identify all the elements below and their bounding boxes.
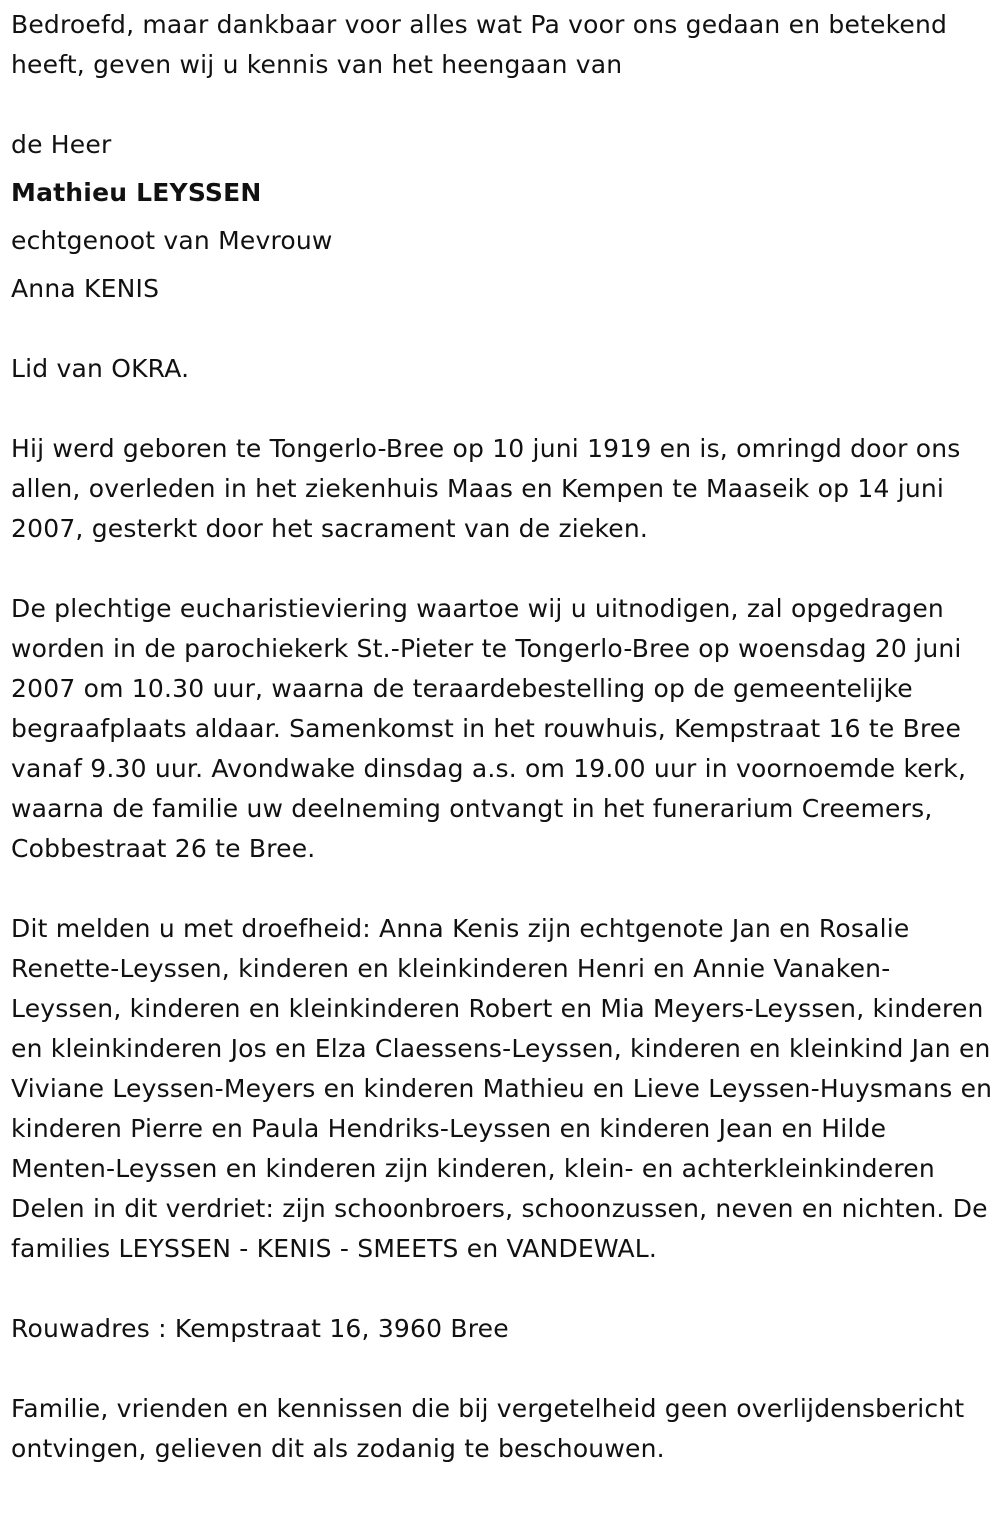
spouse-name: Anna KENIS xyxy=(11,274,160,303)
spacer xyxy=(11,869,996,909)
obituary-notice xyxy=(11,5,996,1469)
intro-paragraph: Bedroefd, maar dankbaar voor alles wat Pa voor ons gedaan en betekend heeft, geven wij u kennis van het heengaan van xyxy=(11,10,948,79)
spacer xyxy=(11,309,996,349)
spacer xyxy=(11,1269,996,1309)
spacer xyxy=(11,85,996,125)
family-paragraph: Dit melden u met droefheid: Anna Kenis zijn echtgenote Jan en Rosalie Renette-Leyssen, kinderen en kleinkinderen Henri en Annie Vanaken-Leyssen, kinderen en kleinkinderen Robert en Mia Meyers-Leyssen, kinderen en kleinkinderen Jos en Elza Claessens-Leyssen, kinderen en kleinkind Jan en Viviane Leyssen-Meyers en kinderen Mathieu en Lieve Leyssen-Huysmans en kinderen Pierre en Paula Hendriks-Leyssen en kinderen Jean en Hilde Menten-Leyssen en kinderen zijn kinderen, klein- en achterkleinkinderen Delen in dit verdriet: zijn schoonbroers, schoonzussen, neven en nichten. De families LEYSSEN - KENIS - SMEETS en VANDEWAL. xyxy=(11,914,993,1263)
spacer xyxy=(11,389,996,429)
spacer xyxy=(11,165,996,173)
spacer xyxy=(11,1349,996,1389)
spouse-prefix: echtgenoot van Mevrouw xyxy=(11,226,333,255)
deceased-name: Mathieu LEYSSEN xyxy=(11,178,262,207)
birth-death-paragraph: Hij werd geboren te Tongerlo-Bree op 10 juni 1919 en is, omringd door ons allen, overleden in het ziekenhuis Maas en Kempen te Maaseik op 14 juni 2007, gesterkt door het sacrament van de zieken. xyxy=(11,434,961,543)
ceremony-paragraph: De plechtige eucharistieviering waartoe wij u uitnodigen, zal opgedragen worden in de parochiekerk St.-Pieter te Tongerlo-Bree op woensdag 20 juni 2007 om 10.30 uur, waarna de teraardebestelling op de gemeentelijke begraafplaats aldaar. Samenkomst in het rouwhuis, Kempstraat 16 te Bree vanaf 9.30 uur. Avondwake dinsdag a.s. om 19.00 uur in voornoemde kerk, waarna de familie uw deelneming ontvangt in het funerarium Creemers, Cobbestraat 26 te Bree. xyxy=(11,594,967,863)
spacer xyxy=(11,549,996,589)
spacer xyxy=(11,261,996,269)
title-prefix: de Heer xyxy=(11,130,112,159)
membership-line: Lid van OKRA. xyxy=(11,354,190,383)
closing-paragraph: Familie, vrienden en kennissen die bij vergetelheid geen overlijdensbericht ontvingen, gelieven dit als zodanig te beschouwen. xyxy=(11,1394,965,1463)
mourning-address: Rouwadres : Kempstraat 16, 3960 Bree xyxy=(11,1314,509,1343)
spacer xyxy=(11,213,996,221)
